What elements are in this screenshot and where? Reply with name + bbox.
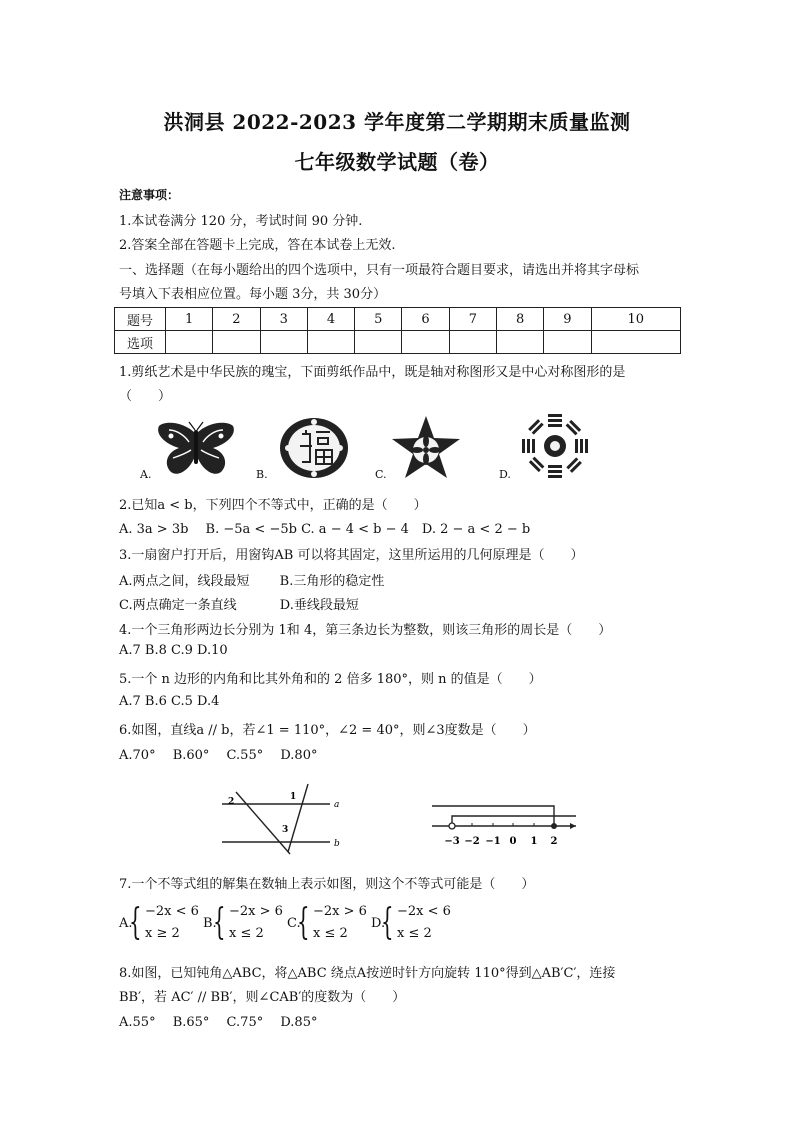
tick-label: −1 bbox=[485, 836, 501, 847]
tick-label: 1 bbox=[530, 836, 538, 847]
table-cell: 8 bbox=[496, 308, 543, 331]
option-label: A. bbox=[119, 916, 133, 931]
answer-cell[interactable] bbox=[402, 331, 449, 354]
answer-cell[interactable] bbox=[260, 331, 307, 354]
table-row bbox=[115, 308, 681, 331]
question-options: A. 3a > 3b B. −5a < −5b C. a − 4 < b − 4 D. 2 − a < 2 − b bbox=[119, 522, 531, 537]
option-label: C. bbox=[375, 468, 387, 481]
answer-cell[interactable] bbox=[355, 331, 402, 354]
brace: { bbox=[129, 902, 142, 943]
answer-cell[interactable] bbox=[213, 331, 260, 354]
star-flower-papercut-icon bbox=[390, 414, 462, 480]
snowflake-papercut-icon bbox=[520, 412, 590, 480]
question-stem: （ ） bbox=[119, 389, 172, 404]
question-options: A.7 B.8 C.9 D.10 bbox=[119, 643, 228, 658]
option-label: A. bbox=[140, 468, 152, 481]
table-cell: 10 bbox=[591, 308, 680, 331]
brace: { bbox=[297, 902, 310, 943]
butterfly-papercut-icon bbox=[155, 420, 237, 480]
question-stem: 7.一个不等式组的解集在数轴上表示如图，则这个不等式可能是（ ） bbox=[119, 877, 535, 892]
question-stem: 1.剪纸艺术是中华民族的瑰宝，下面剪纸作品中，既是轴对称图形又是中心对称图形的是 bbox=[119, 365, 626, 380]
table-cell: 2 bbox=[213, 308, 260, 331]
inequality: −2x < 6 bbox=[145, 904, 199, 919]
question-options: A.两点之间，线段最短 B.三角形的稳定性 bbox=[119, 574, 385, 589]
option-label: D. bbox=[499, 468, 511, 481]
inequality: x ≥ 2 bbox=[145, 926, 180, 941]
brace: { bbox=[213, 902, 226, 943]
question-stem: 6.如图，直线a // b，若∠1 = 110°，∠2 = 40°，则∠3度数是（ ） bbox=[119, 723, 536, 738]
notice-item: 1.本试卷满分 120 分，考试时间 90 分钟. bbox=[119, 214, 363, 229]
exam-title: 洪洞县 2022-2023 学年度第二学期期末质量监测 bbox=[163, 110, 631, 134]
parallel-lines-figure bbox=[218, 780, 348, 860]
tick-label: −2 bbox=[464, 836, 480, 847]
brace: { bbox=[381, 902, 394, 943]
question-stem: 3.一扇窗户打开后，用窗钩AB 可以将其固定，这里所运用的几何原理是（ ） bbox=[119, 548, 584, 563]
inequality: −2x > 6 bbox=[229, 904, 283, 919]
question-stem: 5.一个 n 边形的内角和比其外角和的 2 倍多 180°，则 n 的值是（ ） bbox=[119, 672, 542, 687]
line-label: b bbox=[334, 839, 340, 849]
answer-cell[interactable] bbox=[496, 331, 543, 354]
fu-character-papercut-icon bbox=[278, 416, 350, 480]
table-cell: 4 bbox=[307, 308, 354, 331]
inequality: −2x < 6 bbox=[397, 904, 451, 919]
answer-table bbox=[114, 307, 681, 354]
option-label: C. bbox=[287, 916, 301, 931]
section-intro: 号填入下表相应位置。每小题 3分，共 30分） bbox=[119, 287, 387, 302]
tick-label: 2 bbox=[550, 836, 558, 847]
question-stem: 8.如图，已知钝角△ABC，将△ABC 绕点A按逆时针方向旋转 110°得到△AB′C′，连接 bbox=[119, 966, 616, 981]
angle-label: 1 bbox=[290, 792, 297, 802]
answer-cell[interactable] bbox=[166, 331, 213, 354]
option-label: D. bbox=[371, 916, 386, 931]
table-row bbox=[115, 331, 681, 354]
table-cell: 6 bbox=[402, 308, 449, 331]
inequality: x ≤ 2 bbox=[229, 926, 264, 941]
notice-heading: 注意事项： bbox=[119, 188, 180, 202]
table-cell: 5 bbox=[355, 308, 402, 331]
tick-label: 0 bbox=[509, 836, 517, 847]
line-label: a bbox=[334, 800, 340, 810]
table-cell: 3 bbox=[260, 308, 307, 331]
question-options: A.7 B.6 C.5 D.4 bbox=[119, 694, 220, 709]
table-header-cell: 选项 bbox=[115, 331, 166, 354]
question-options: A.70° B.60° C.55° D.80° bbox=[119, 748, 318, 763]
option-label: B. bbox=[203, 916, 217, 931]
answer-cell[interactable] bbox=[449, 331, 496, 354]
question-stem: 2.已知a < b，下列四个不等式中，正确的是（ ） bbox=[119, 498, 427, 513]
inequality: x ≤ 2 bbox=[313, 926, 348, 941]
inequality: x ≤ 2 bbox=[397, 926, 432, 941]
table-cell: 7 bbox=[449, 308, 496, 331]
number-line-figure bbox=[430, 796, 580, 858]
tick-label: −3 bbox=[444, 836, 460, 847]
angle-label: 3 bbox=[282, 825, 289, 835]
answer-cell[interactable] bbox=[544, 331, 591, 354]
table-cell: 9 bbox=[544, 308, 591, 331]
inequality: −2x > 6 bbox=[313, 904, 367, 919]
question-options: A.55° B.65° C.75° D.85° bbox=[119, 1015, 318, 1030]
section-intro: 一、选择题（在每小题给出的四个选项中，只有一项最符合题目要求，请选出并将其字母标 bbox=[119, 263, 640, 278]
answer-cell[interactable] bbox=[307, 331, 354, 354]
table-header-cell: 题号 bbox=[115, 308, 166, 331]
question-stem: BB′，若 AC′ // BB′，则∠CAB′的度数为（ ） bbox=[119, 990, 406, 1005]
notice-item: 2.答案全部在答题卡上完成，答在本试卷上无效. bbox=[119, 238, 396, 253]
question-options: C.两点确定一条直线 D.垂线段最短 bbox=[119, 598, 359, 613]
question-stem: 4.一个三角形两边长分别为 1和 4，第三条边长为整数，则该三角形的周长是（ ） bbox=[119, 623, 612, 638]
exam-subtitle: 七年级数学试题（卷） bbox=[294, 150, 500, 174]
table-cell: 1 bbox=[166, 308, 213, 331]
answer-cell[interactable] bbox=[591, 331, 680, 354]
angle-label: 2 bbox=[228, 797, 235, 807]
option-label: B. bbox=[256, 468, 268, 481]
